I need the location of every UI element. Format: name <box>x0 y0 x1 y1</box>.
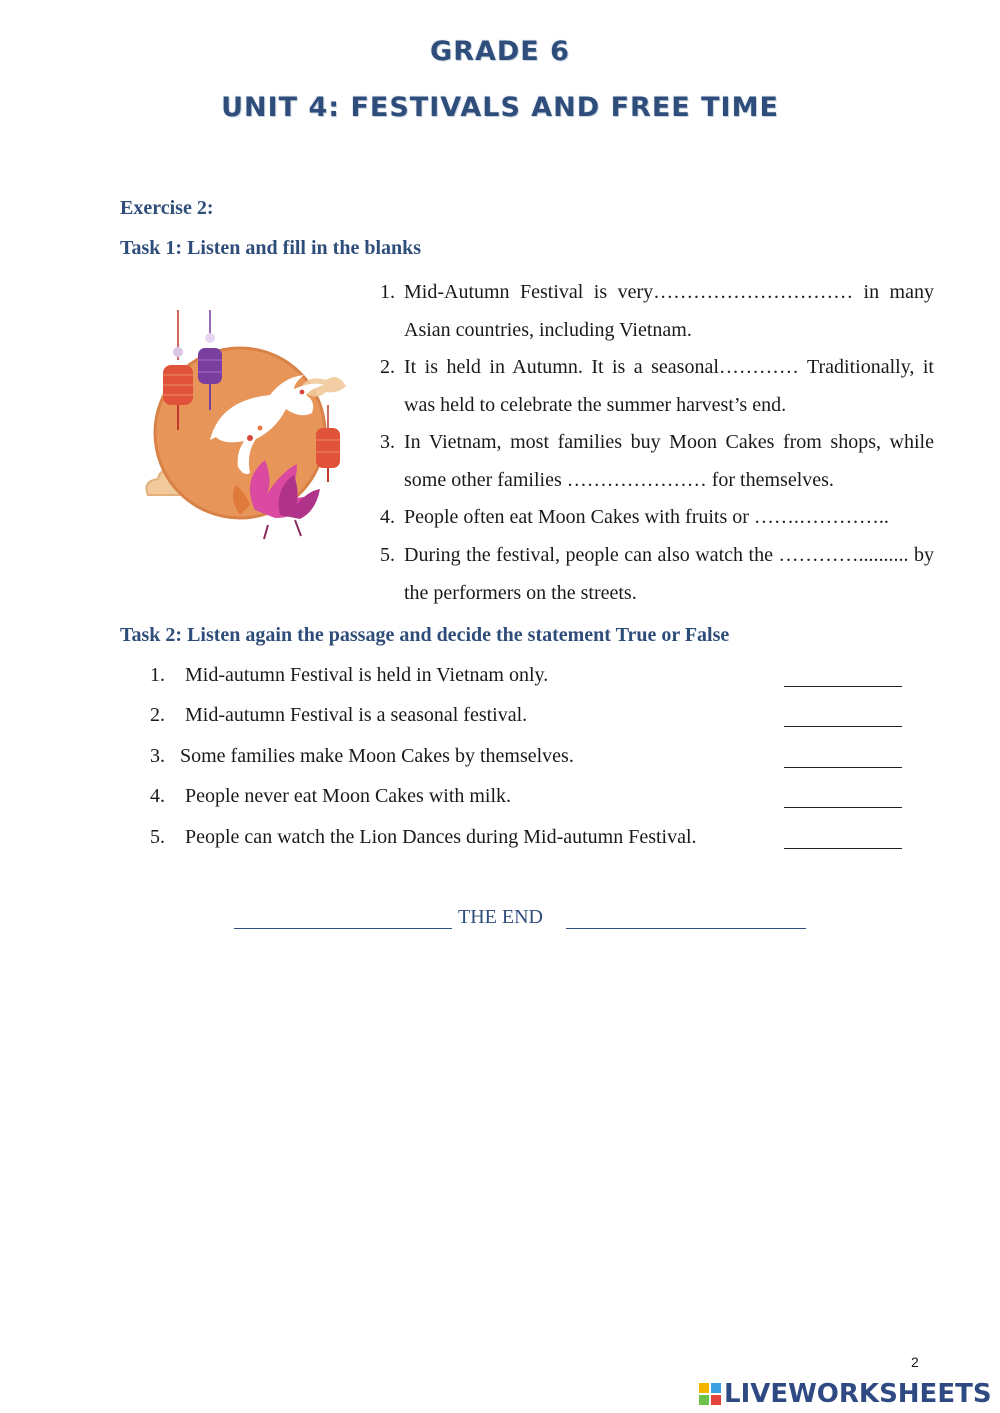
item-text: In Vietnam, most families buy Moon Cakes from shops, while some other families ………………… for themselves. <box>404 431 934 491</box>
item-number: 2. <box>150 704 165 726</box>
statement-text: Mid-autumn Festival is a seasonal festival. <box>185 704 528 726</box>
tf-row-3 <box>150 745 910 775</box>
tf-row-4 <box>150 785 910 815</box>
answer-blank[interactable] <box>784 767 902 768</box>
item-number: 5. <box>380 544 395 566</box>
item-number: 4. <box>380 506 395 528</box>
statement-text: People never eat Moon Cakes with milk. <box>185 785 512 807</box>
grade-title: GRADE 6 <box>430 36 570 67</box>
unit-title: UNIT 4: FESTIVALS AND FREE TIME <box>221 92 779 123</box>
item-number: 5. <box>150 826 165 848</box>
item-text: It is held in Autumn. It is a seasonal………… Traditionally, it was held to celebrate the summer harvest’s end. <box>404 356 934 416</box>
answer-blank[interactable] <box>784 848 902 849</box>
task2-title: Task 2: Listen again the passage and decide the statement True or False <box>120 624 730 646</box>
item-number: 2. <box>380 356 395 378</box>
statement-text: People can watch the Lion Dances during Mid-autumn Festival. <box>185 826 697 848</box>
tf-row-2 <box>150 704 910 734</box>
item-number: 4. <box>150 785 165 807</box>
liveworksheets-logo <box>698 1376 992 1412</box>
tf-row-5 <box>150 826 910 856</box>
end-text: THE END <box>458 906 543 928</box>
fill-item-5 <box>380 537 934 612</box>
item-text: People often eat Moon Cakes with fruits or …….………….. <box>404 506 889 528</box>
divider <box>234 928 452 929</box>
item-number: 3. <box>380 431 395 453</box>
answer-blank[interactable] <box>784 686 902 687</box>
item-text: During the festival, people can also watch the ………….......... by the performers on the streets. <box>404 544 934 604</box>
fill-item-1 <box>380 274 934 349</box>
exercise-label: Exercise 2: <box>120 197 214 219</box>
item-number: 1. <box>380 281 395 303</box>
brand-grid-icon <box>698 1382 722 1406</box>
divider <box>566 928 806 929</box>
fill-item-2 <box>380 349 934 424</box>
task1-title: Task 1: Listen and fill in the blanks <box>120 237 422 259</box>
moon-rabbit-icon <box>140 310 355 540</box>
item-number: 3. <box>150 745 165 767</box>
item-number: 1. <box>150 664 165 686</box>
statement-text: Some families make Moon Cakes by themselves. <box>180 745 574 767</box>
mid-autumn-illustration <box>140 310 355 540</box>
brand-name: LIVEWORKSHEETS <box>724 1379 992 1409</box>
page-number: 2 <box>911 1354 919 1370</box>
answer-blank[interactable] <box>784 807 902 808</box>
item-text: Mid-Autumn Festival is very………………………… in many Asian countries, including Vietnam. <box>404 281 934 341</box>
fill-item-4 <box>380 499 934 537</box>
tf-row-1 <box>150 664 910 694</box>
statement-text: Mid-autumn Festival is held in Vietnam only. <box>185 664 549 686</box>
fill-item-3 <box>380 424 934 499</box>
answer-blank[interactable] <box>784 726 902 727</box>
